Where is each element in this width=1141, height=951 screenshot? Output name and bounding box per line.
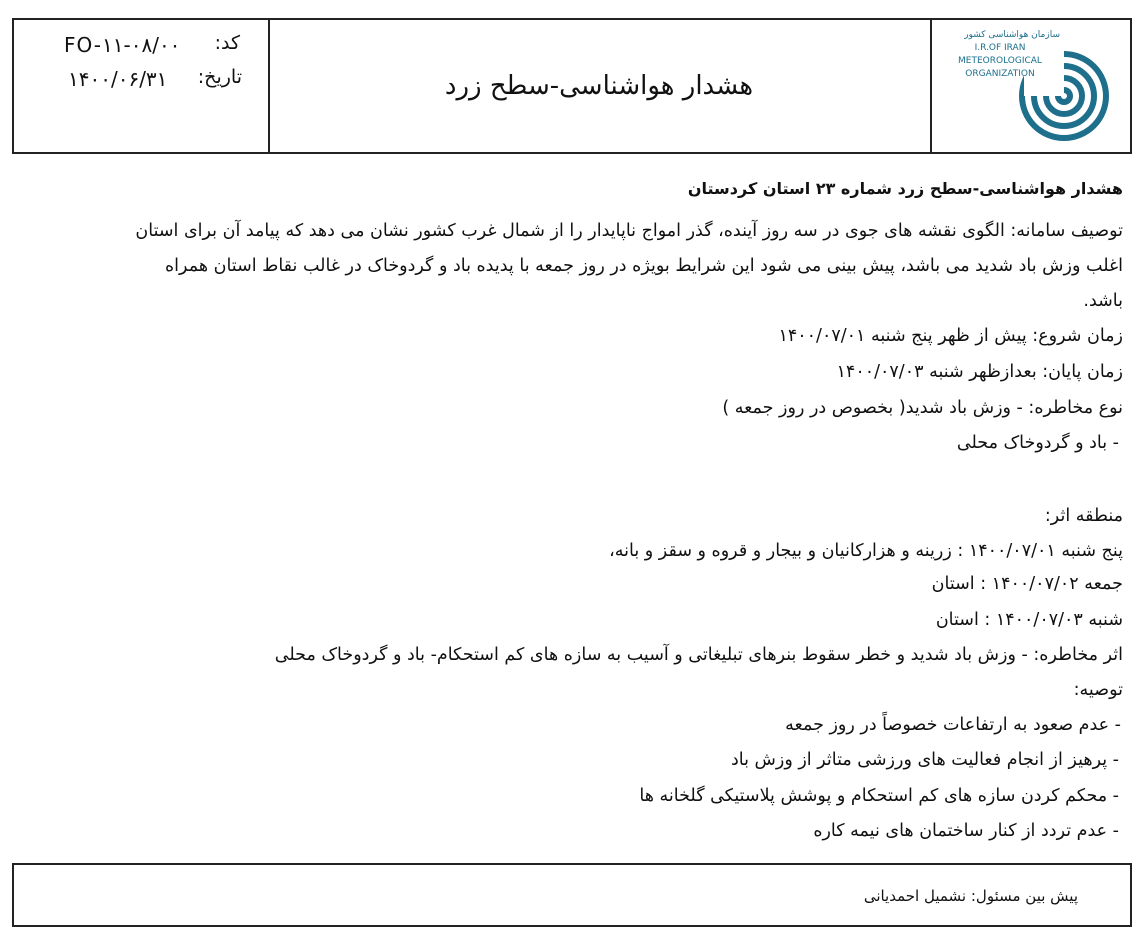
hazard-type-secondary: - باد و گردوخاک محلی <box>956 433 1119 453</box>
affected-area-item: پنج شنبه ۱۴۰۰/۰۷/۰۱ : زرینه و هزارکانیان و بیجار و قروه و سقز و بانه، <box>609 541 1123 561</box>
hazard-effect: اثر مخاطره: - وزش باد شدید و خطر سقوط بنرهای تبلیغاتی و آسیب به سازه های کم استحکام- باد و گردوخاک محلی <box>274 645 1123 665</box>
recommendation-item: - عدم تردد از کنار ساختمان های نیمه کاره <box>813 821 1119 841</box>
hazard-type: نوع مخاطره: - وزش باد شدید( بخصوص در روز جمعه ) <box>722 398 1123 418</box>
warning-heading: هشدار هواشناسی-سطح زرد شماره ۲۳ استان کردستان <box>687 179 1123 198</box>
recommendation-item: - پرهیز از انجام فعالیت های ورزشی متاثر از وزش باد <box>730 750 1119 770</box>
date-value: ۱۴۰۰/۰۶/۳۱ <box>68 67 168 91</box>
responsible-forecaster: پیش بین مسئول: نشمیل احمدیانی <box>863 887 1078 905</box>
logo-text-line-2: METEOROLOGICAL <box>958 56 1042 66</box>
recommendation-item: - عدم صعود به ارتفاعات خصوصاً در روز جمعه <box>785 715 1121 735</box>
date-label: تاریخ: <box>197 66 242 88</box>
affected-area-label: منطقه اثر: <box>1044 506 1123 526</box>
description-line-2: اغلب وزش باد شدید می باشد، پیش بینی می شود این شرایط بویژه در روز جمعه با پدیده باد و گردوخاک در غالب نقاط استان همراه <box>165 256 1123 276</box>
recommendation-item: - محکم کردن سازه های کم استحکام و پوشش پلاستیکی گلخانه ها <box>639 786 1119 806</box>
recommendation-label: توصیه: <box>1073 680 1123 700</box>
affected-area-item: شنبه ۱۴۰۰/۰۷/۰۳ : استان <box>935 610 1123 630</box>
end-time: زمان پایان: بعدازظهر شنبه ۱۴۰۰/۰۷/۰۳ <box>836 362 1123 382</box>
description-line-3: باشد. <box>1083 291 1123 311</box>
document-header <box>12 18 1132 154</box>
description-line-1: توصیف سامانه: الگوی نقشه های جوی در سه روز آینده، گذر امواج ناپایدار را از شمال غرب کشور نشان می دهد که پیامد آن برای استان <box>135 221 1123 241</box>
page-title: هشدار هواشناسی-سطح زرد <box>444 71 754 101</box>
meteorological-organization-logo <box>940 24 1120 150</box>
start-time: زمان شروع: پیش از ظهر پنج شنبه ۱۴۰۰/۰۷/۰۱ <box>778 326 1123 346</box>
logo-text-line-3: ORGANIZATION <box>965 69 1035 79</box>
logo-persian-text: سازمان هواشناسی کشور <box>964 30 1060 40</box>
document-footer <box>12 863 1132 927</box>
logo-text-line-1: I.R.OF IRAN <box>974 43 1026 53</box>
code-value: FO-۱۱-۰۸/۰۰ <box>64 33 181 57</box>
header-divider-right <box>930 20 932 152</box>
affected-area-item: جمعه ۱۴۰۰/۰۷/۰۲ : استان <box>931 574 1123 594</box>
code-label: کد: <box>214 32 240 54</box>
